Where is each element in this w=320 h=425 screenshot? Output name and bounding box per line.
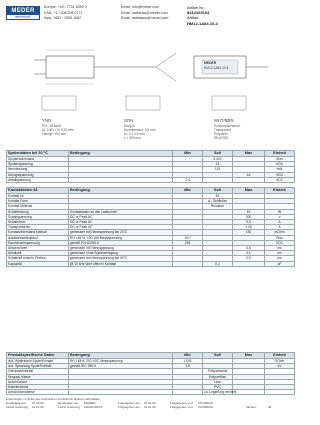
table-cell: DC or Peak AC bbox=[69, 214, 173, 219]
coil-data-table bbox=[6, 150, 295, 183]
table-cell: DC or Peak AC bbox=[69, 225, 173, 230]
table-cell: Kabelmaterial bbox=[7, 385, 69, 390]
drawing-note: PVC 28 AWG bbox=[42, 124, 62, 128]
table-cell: Kontakt-Nr. bbox=[7, 194, 69, 199]
table-cell: 225 bbox=[173, 240, 203, 245]
table-cell: 1,5 bbox=[173, 364, 203, 369]
footer-field: 04 bbox=[268, 405, 272, 409]
table-cell bbox=[173, 261, 203, 266]
footer-field: Freigegeben von: bbox=[170, 405, 194, 409]
contact-line: Email: salesasia@meder.com bbox=[121, 16, 169, 21]
table-cell: 10¹⁰ bbox=[173, 235, 203, 240]
table-cell: Spulenwiderstand bbox=[7, 157, 69, 162]
drawing-tag-title: MEDER bbox=[204, 61, 217, 65]
contact-line: Europe: +49 / 7731 8399 0 bbox=[44, 5, 87, 9]
table-cell: 24 bbox=[203, 162, 233, 167]
logo-bottom-text: electronic bbox=[15, 15, 31, 19]
table-cell: Anschlussmaterial bbox=[7, 390, 69, 395]
column-header: Max bbox=[233, 151, 265, 157]
footer-field: Neuanlage am: bbox=[6, 401, 27, 405]
table-cell: Schaltspannung bbox=[7, 214, 69, 219]
footer-field: Freigegeben am: bbox=[118, 401, 141, 405]
table-cell: mW bbox=[265, 167, 295, 172]
table-cell: Kontakt-Form bbox=[7, 199, 69, 204]
article-number: 8412103104 bbox=[187, 10, 210, 16]
drawing-note: Durchmesser: 0,5 mm bbox=[124, 128, 156, 132]
column-header: Einheit bbox=[265, 151, 295, 157]
table-cell: 5.000 bbox=[203, 157, 233, 162]
table-cell: Abfallzeit bbox=[7, 251, 69, 256]
contact-line: Email: salesusa@meder.com bbox=[121, 10, 168, 15]
table-cell: PVC bbox=[203, 385, 233, 390]
table-cell: 115 bbox=[203, 167, 233, 172]
table-cell bbox=[233, 390, 265, 395]
footer-field: 16.01.09 bbox=[32, 405, 44, 409]
column-header: Soll bbox=[203, 151, 233, 157]
table-cell: pF bbox=[265, 261, 295, 266]
footer-field: 07.01.00 bbox=[144, 401, 156, 405]
table-cell: 200 bbox=[233, 214, 265, 219]
footer-field: MIKBER bbox=[84, 401, 96, 405]
table-cell bbox=[233, 261, 265, 266]
footer-field: KOLBRICH bbox=[198, 405, 214, 409]
table-cell: 2,4 bbox=[173, 177, 203, 182]
drawing-notes-mid bbox=[124, 124, 155, 140]
table-cell bbox=[203, 177, 233, 182]
contact-phones bbox=[44, 5, 87, 22]
table-cell: Anzugsspannung bbox=[7, 172, 69, 177]
drawing-notes-right bbox=[214, 124, 240, 140]
table-cell: Cu-Legierung verzinnt bbox=[204, 390, 237, 395]
column-header: Soll bbox=[203, 188, 233, 194]
table-cell bbox=[69, 390, 173, 395]
table-cell: A - Schließer bbox=[203, 199, 233, 204]
table-cell: 0,5 bbox=[233, 256, 265, 261]
table-cell: Kontakt-Material bbox=[7, 204, 69, 209]
drawing-label: WHT/BRN bbox=[214, 118, 234, 123]
article-info bbox=[187, 5, 218, 26]
drawing-tag-line: HM12-1A83-10-4 bbox=[204, 66, 229, 70]
footer-disclaimer: Änderungen im Sinne des technischen Fortschritts bleiben vorbehalten bbox=[6, 397, 101, 401]
drawing-note: UL 2 x 0,5 mm bbox=[124, 132, 145, 136]
column-header: Min bbox=[173, 151, 203, 157]
logo-top-text: MEDER bbox=[7, 7, 39, 15]
table-cell: Spulenspannung bbox=[7, 162, 69, 167]
column-header: Bedingung bbox=[69, 353, 173, 359]
table-cell: gemäß EN 60255-5 bbox=[69, 240, 173, 245]
table-cell: Ohm bbox=[265, 157, 295, 162]
drawing-note: Transparent bbox=[214, 128, 232, 132]
table-cell: 1,25 bbox=[233, 225, 265, 230]
table-cell: @ 10 kHz über offenen Kontakt bbox=[69, 261, 173, 266]
table-cell: Anschlussart bbox=[7, 379, 69, 384]
table-cell: V bbox=[265, 214, 295, 219]
table-cell: Nennleistung bbox=[7, 167, 69, 172]
footer-field: Letzte Änderung: bbox=[6, 405, 29, 409]
table-cell: RH <45%, 200 VDC Messspannung bbox=[69, 359, 173, 364]
table-cell: 0,5 bbox=[233, 246, 265, 251]
table-cell: 83 bbox=[203, 194, 233, 199]
product-data-table bbox=[6, 352, 295, 395]
table-cell: mOhm bbox=[265, 230, 295, 235]
article-label: Artikel: bbox=[187, 15, 200, 21]
drawing-note: UL 1061 / 2x 0,25 mm² bbox=[42, 128, 75, 132]
table-cell: 150 bbox=[233, 230, 265, 235]
drawing-note: EN 60335 bbox=[214, 136, 229, 140]
contact-emails bbox=[121, 5, 168, 22]
table-cell: Ansprechzeit bbox=[7, 246, 69, 251]
drawing-label: GRN bbox=[124, 118, 134, 123]
footer-field: 07.04.00 bbox=[32, 401, 44, 405]
table-cell: Kapazität bbox=[7, 261, 69, 266]
table-cell: Schaltstrom bbox=[7, 220, 69, 225]
company-logo bbox=[6, 6, 40, 20]
table-cell bbox=[265, 390, 295, 395]
table-cell: DC or Peak AC bbox=[69, 220, 173, 225]
contact-line: USA: +1 / 508 295 0771 bbox=[44, 10, 83, 15]
table-cell: ms bbox=[265, 246, 295, 251]
column-header: Einheit bbox=[265, 188, 295, 194]
footer-field: Freigegeben von: bbox=[170, 401, 194, 405]
table-cell: Verguss-Masse bbox=[7, 374, 69, 379]
table-cell: ms bbox=[265, 256, 295, 261]
table-cell: Transportstrom bbox=[7, 225, 69, 230]
table-cell: 16 bbox=[233, 172, 265, 177]
table-cell: Isol. Widerstand Spule/Kontakt bbox=[7, 359, 69, 364]
footer-field: Letzte Änderung: bbox=[58, 405, 81, 409]
table-cell: gemessen mit Nennspannung bei 20°C bbox=[69, 256, 173, 261]
table-cell: A bbox=[265, 220, 295, 225]
contact-data-table bbox=[6, 187, 295, 267]
footer-row-modified bbox=[6, 405, 294, 409]
table-cell: gemäß IEC 255-5 bbox=[69, 364, 173, 369]
table-cell: VDC bbox=[265, 177, 295, 182]
column-header: Produktspezifische Daten bbox=[7, 353, 69, 359]
table-cell bbox=[233, 177, 265, 182]
technical-drawing bbox=[6, 38, 294, 148]
footer-field: Neuanlage von: bbox=[58, 401, 80, 405]
table-cell: GOhm bbox=[265, 359, 295, 364]
table-cell: Schaltleistung bbox=[7, 209, 69, 214]
table-cell: VDC bbox=[265, 162, 295, 167]
table-cell: 1.000 bbox=[173, 359, 203, 364]
table-row bbox=[7, 177, 295, 182]
footer-field: 16.01.09 bbox=[144, 405, 156, 409]
table-cell: gemessen mit Nennspannung bbox=[69, 246, 173, 251]
column-header: Bedingung bbox=[69, 151, 173, 157]
footer-field: KOLBRICH bbox=[198, 401, 214, 405]
column-header: Spulendaten bei 20 °C bbox=[7, 151, 69, 157]
column-header: Min bbox=[173, 188, 203, 194]
table-cell: Durchbruchspannung bbox=[7, 240, 69, 245]
table-cell: Schaltzeit einschl. Prellen bbox=[7, 256, 69, 261]
drawing-note: L = 380 mm bbox=[124, 136, 141, 140]
column-header: Kontaktdaten 83 bbox=[7, 188, 69, 194]
table-cell: W bbox=[265, 209, 295, 214]
table-cell: Kontaktdaten zu den Lastkurven bbox=[69, 209, 173, 214]
table-cell bbox=[173, 390, 203, 395]
drawing-label: YNG bbox=[42, 118, 52, 123]
table-cell: Gehäusematerial bbox=[7, 369, 69, 374]
drawing-notes-left bbox=[42, 124, 74, 136]
table-cell: Isolationswiderstand bbox=[7, 235, 69, 240]
drawing-note: NiAgCu bbox=[124, 124, 135, 128]
table-cell: VDC bbox=[265, 240, 295, 245]
column-header: Bedingung bbox=[69, 188, 173, 194]
table-cell bbox=[69, 177, 173, 182]
footer-field: Freigegeben am: bbox=[118, 405, 141, 409]
table-cell: 0,5 bbox=[233, 220, 265, 225]
column-header: Einheit bbox=[265, 353, 295, 359]
table-cell: A bbox=[265, 225, 295, 230]
table-cell: Polycarbonat bbox=[203, 369, 233, 374]
table-cell: Abfallspannung bbox=[7, 177, 69, 182]
table-cell: kV bbox=[265, 364, 295, 369]
table-row bbox=[7, 390, 295, 395]
contact-line: Asia: +852 / 2955 1682 bbox=[44, 16, 82, 21]
table-cell: Kontaktwiderstand statisch bbox=[7, 230, 69, 235]
table-cell: gemessen ohne Spulenerregung bbox=[69, 251, 173, 256]
table-cell: Rhodium bbox=[203, 204, 233, 209]
document-footer bbox=[6, 397, 294, 409]
table-cell: 0,2 bbox=[203, 261, 233, 266]
drawing-note: Schrumpfschlauch bbox=[214, 124, 241, 128]
footer-field: Version: bbox=[246, 405, 257, 409]
table-cell: gemessen mit Nennspannung bei 20°C bbox=[69, 230, 173, 235]
article-name: HM12-1A83-10-4 bbox=[187, 20, 218, 26]
article-number-label: Artikel Nr.: bbox=[187, 5, 206, 10]
table-cell: RH <45 %, 100 Volt Messspannung bbox=[69, 235, 173, 240]
table-cell: Ohm bbox=[265, 235, 295, 240]
table-cell: ms bbox=[265, 251, 295, 256]
column-header: Max bbox=[233, 353, 265, 359]
table-cell: Isol. Spannung Spule/Kontakt bbox=[7, 364, 69, 369]
table-cell: 10 bbox=[233, 209, 265, 214]
table-cell: VDC bbox=[265, 172, 295, 177]
table-row bbox=[7, 261, 295, 266]
table-cell: 0,1 bbox=[233, 251, 265, 256]
column-header: Soll bbox=[203, 353, 233, 359]
drawing-note: Polyolefin bbox=[214, 132, 228, 136]
contact-line: Email: info@meder.com bbox=[121, 5, 160, 9]
column-header: Min bbox=[173, 353, 203, 359]
table-cell: Litze bbox=[203, 379, 233, 384]
footer-field: MANIOUNUS bbox=[84, 405, 103, 409]
drawing-note: Laenge: 100 mm bbox=[42, 132, 66, 136]
column-header: Max bbox=[233, 188, 265, 194]
table-cell: Polyurethan bbox=[203, 374, 233, 379]
